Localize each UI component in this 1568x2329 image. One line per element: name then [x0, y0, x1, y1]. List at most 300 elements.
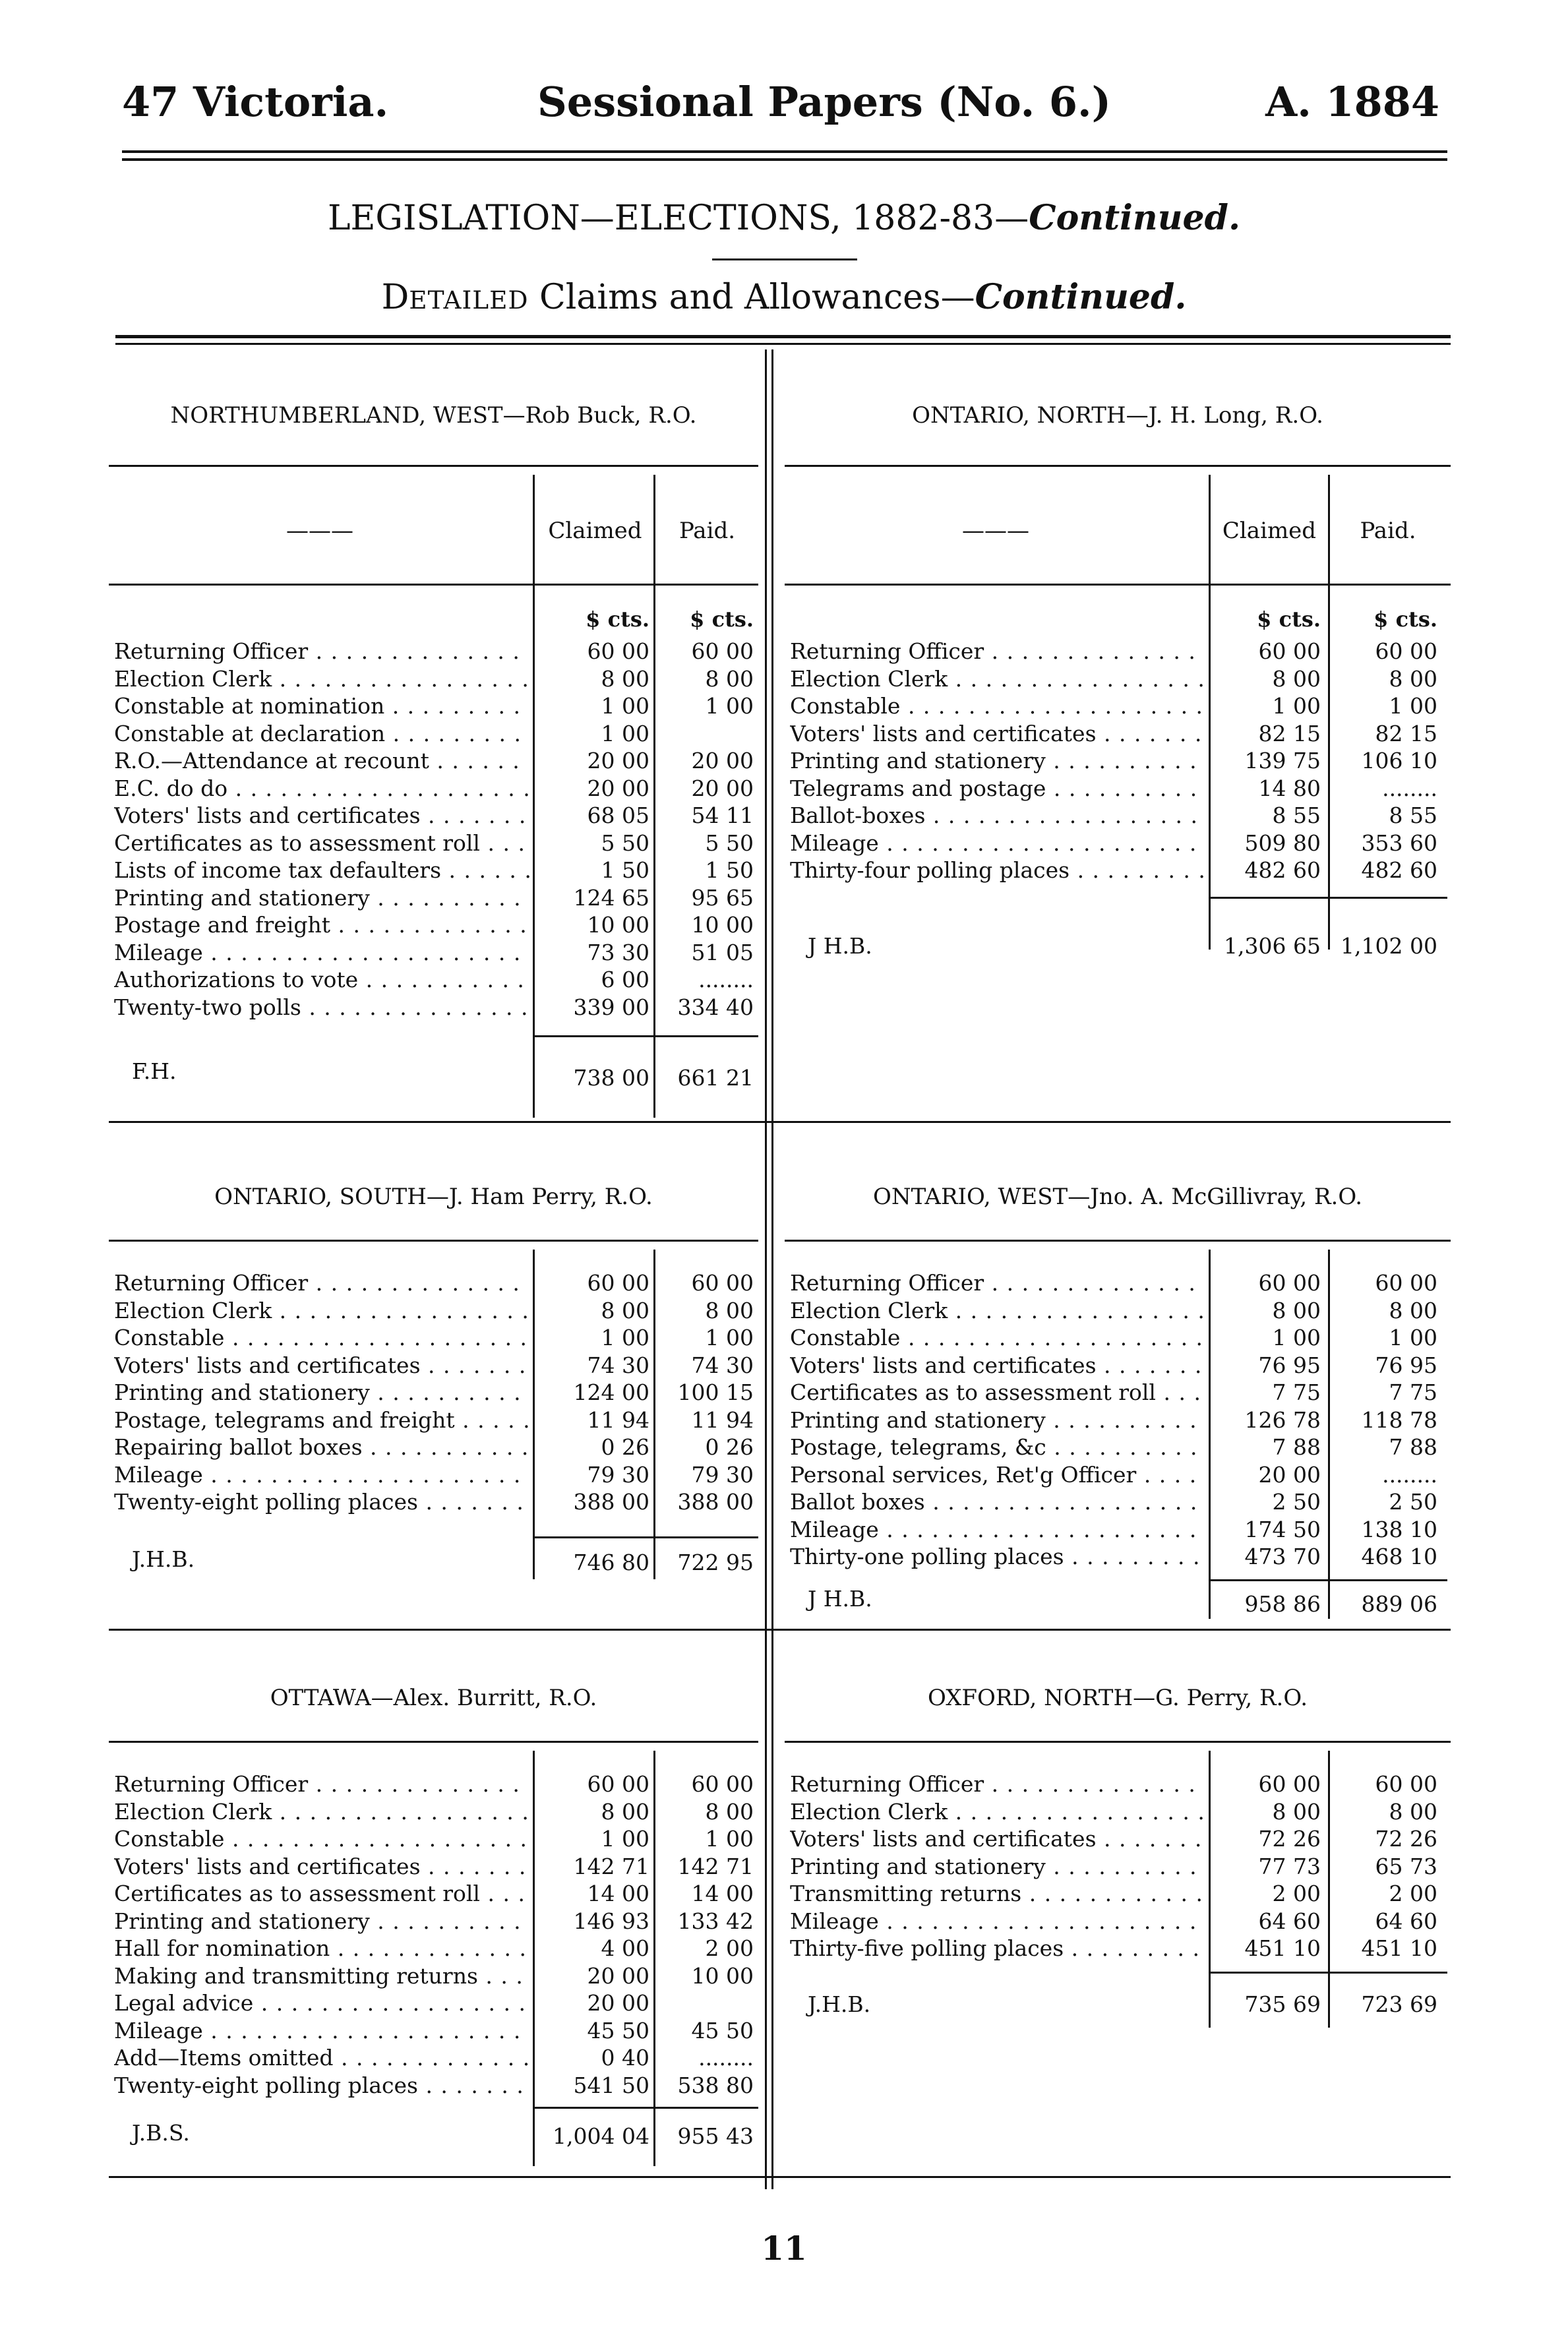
claimed-value: 146 93: [573, 1908, 649, 1934]
paid-value: 388 00: [677, 1489, 754, 1515]
claimed-value: 124 65: [573, 884, 649, 911]
center-divider-right: [771, 349, 773, 2189]
clerk-initials: J H.B.: [808, 1586, 872, 1612]
table-row: [109, 1488, 758, 1516]
subtitle-rule-2: [115, 343, 1451, 345]
claimed-value: 5 50: [601, 830, 649, 856]
row-label: Returning Officer . . .: [790, 1269, 1205, 1297]
paid-value: ........: [1382, 1461, 1437, 1488]
section-rows: [109, 1770, 758, 2099]
total-rule: [534, 1035, 758, 1037]
table-row: [785, 1461, 1451, 1489]
header-papers: Sessional Papers (No. 6.): [537, 78, 1111, 126]
total-claimed: 1,004 04: [553, 2123, 649, 2149]
row-label: Transmitting returns . . .: [790, 1880, 1205, 1908]
row-label: Printing and stationery . . .: [114, 1379, 529, 1406]
row-label: Lists of income tax defaulters . . .: [114, 857, 529, 884]
paid-value: 95 65: [691, 884, 754, 911]
paid-value: 10 00: [691, 912, 754, 938]
section-northumberland-west: [109, 349, 758, 1118]
row-label: Twenty-eight polling places . . .: [114, 1488, 529, 1516]
claimed-value: 64 60: [1258, 1908, 1321, 1934]
table-row: [785, 638, 1451, 665]
row-label: Thirty-five polling places . . .: [790, 1935, 1205, 1962]
claimed-value: 20 00: [587, 1962, 649, 1989]
subtitle-rest: Claims and Allowances—: [528, 278, 975, 317]
table-row: [785, 1488, 1451, 1516]
row-label: Voters' lists and certificates . . .: [114, 1352, 529, 1379]
row-label: Certificates as to assessment roll . . .: [790, 1379, 1205, 1406]
claimed-value: 11 94: [587, 1406, 649, 1433]
table-row: [785, 1908, 1451, 1935]
table-row: [109, 1352, 758, 1379]
row-label: Voters' lists and certificates . . .: [114, 802, 529, 830]
table-row: [109, 2044, 758, 2072]
table-row: [109, 1935, 758, 1962]
col-head-paid: Paid.: [678, 518, 736, 544]
table-row: [785, 1434, 1451, 1461]
section-title: NORTHUMBERLAND, WEST—Rob Buck, R.O.: [170, 402, 697, 429]
section-ottawa: [109, 1632, 758, 2173]
row-label: Election Clerk . . .: [114, 1798, 529, 1826]
col-head-dash: ———: [962, 518, 1029, 544]
table-row: [785, 775, 1451, 802]
table-row: [109, 2072, 758, 2100]
total-rule: [534, 1536, 758, 1538]
paid-value: 82 15: [1375, 720, 1437, 746]
claimed-value: 10 00: [587, 912, 649, 938]
paid-value: 60 00: [1375, 638, 1437, 664]
row-label: Hall for nomination . . .: [114, 1935, 529, 1962]
paid-value: 8 00: [705, 1297, 754, 1323]
row-label: Printing and stationery . . .: [790, 1406, 1205, 1434]
paid-value: 11 94: [691, 1406, 754, 1433]
paid-value: 8 00: [705, 1798, 754, 1825]
total-paid: 661 21: [677, 1065, 754, 1091]
row-label: Mileage . . .: [114, 2017, 529, 2045]
claimed-value: 14 80: [1258, 775, 1321, 801]
table-row: [785, 1352, 1451, 1379]
row-label: Constable . . .: [114, 1825, 529, 1853]
row-label: Mileage . . .: [790, 1516, 1205, 1544]
claimed-value: 1 00: [1272, 693, 1321, 719]
claimed-value: 7 75: [1272, 1379, 1321, 1405]
row-label: Election Clerk . . .: [790, 1798, 1205, 1826]
paid-value: 8 00: [705, 665, 754, 692]
paid-value: 10 00: [691, 1962, 754, 1989]
row-label: Voters' lists and certificates . . .: [790, 1825, 1205, 1853]
row-label: Election Clerk . . .: [114, 665, 529, 693]
row-label: Certificates as to assessment roll . . .: [114, 1880, 529, 1908]
table-row: [109, 1989, 758, 2017]
claimed-value: 124 00: [573, 1379, 649, 1405]
table-row: [109, 1461, 758, 1489]
paid-value: 133 42: [677, 1908, 754, 1934]
claimed-value: 8 00: [1272, 665, 1321, 692]
claimed-value: 72 26: [1258, 1826, 1321, 1852]
units-paid: $ cts.: [690, 607, 754, 632]
paid-value: 76 95: [1375, 1352, 1437, 1378]
section-oxford-north: [785, 1632, 1451, 2173]
table-row: [109, 1324, 758, 1352]
row-label: Voters' lists and certificates . . .: [790, 720, 1205, 748]
total-paid: 722 95: [677, 1550, 754, 1575]
section-title-rule: [785, 1240, 1451, 1242]
table-row: [109, 830, 758, 857]
section-ontario-south: [109, 1124, 758, 1625]
claimed-value: 73 30: [587, 939, 649, 965]
page-title-main: LEGISLATION—ELECTIONS, 1882-83—: [327, 198, 1029, 238]
claimed-value: 8 55: [1272, 802, 1321, 828]
claimed-value: 79 30: [587, 1461, 649, 1488]
total-claimed: 958 86: [1244, 1591, 1321, 1617]
table-row: [109, 1379, 758, 1406]
paid-value: 106 10: [1361, 748, 1437, 773]
row-label: Printing and stationery . . .: [790, 1853, 1205, 1881]
paid-value: 1 00: [705, 1826, 754, 1852]
claimed-value: 126 78: [1244, 1406, 1321, 1433]
row-label: Returning Officer . . .: [114, 1770, 529, 1798]
table-row: [785, 1406, 1451, 1434]
paid-value: 468 10: [1361, 1544, 1437, 1569]
paid-value: 8 00: [1389, 665, 1437, 692]
paid-value: 64 60: [1375, 1908, 1437, 1934]
table-row: [785, 692, 1451, 720]
section-rows: [785, 1269, 1451, 1571]
paid-value: ........: [698, 967, 754, 992]
header-session: 47 Victoria.: [122, 78, 389, 126]
section-ontario-north: [785, 349, 1451, 1118]
units-paid: $ cts.: [1373, 607, 1437, 632]
section-rows: [785, 638, 1451, 884]
claimed-value: 388 00: [573, 1489, 649, 1515]
paid-value: 45 50: [691, 2017, 754, 2043]
row-label: Constable . . .: [114, 1324, 529, 1352]
claimed-value: 20 00: [587, 748, 649, 773]
claimed-value: 60 00: [587, 638, 649, 664]
band-separator-2: [109, 1629, 1451, 1631]
table-row: [785, 1324, 1451, 1352]
paid-value: 54 11: [691, 802, 754, 828]
paid-value: 72 26: [1375, 1826, 1437, 1852]
col-head-paid: Paid.: [1360, 518, 1416, 544]
row-label: Repairing ballot boxes . . .: [114, 1434, 529, 1461]
section-title-rule: [109, 1240, 758, 1242]
paid-value: 60 00: [691, 638, 754, 664]
claimed-value: 60 00: [1258, 638, 1321, 664]
paid-value: 20 00: [691, 748, 754, 773]
table-row: [109, 1434, 758, 1461]
section-title: ONTARIO, NORTH—J. H. Long, R.O.: [912, 402, 1323, 429]
col-head-rule: [785, 584, 1451, 586]
paid-value: 100 15: [677, 1379, 754, 1405]
claimed-value: 76 95: [1258, 1352, 1321, 1378]
section-title-rule: [785, 465, 1451, 467]
clerk-initials: J.B.S.: [132, 2120, 190, 2146]
row-label: Returning Officer . . .: [790, 638, 1205, 665]
subtitle-smallcaps: ETAILED: [409, 286, 529, 315]
claimed-value: 7 88: [1272, 1434, 1321, 1460]
total-claimed: 746 80: [573, 1550, 649, 1575]
section-title-rule: [109, 465, 758, 467]
row-label: Returning Officer . . .: [790, 1770, 1205, 1798]
paid-value: 60 00: [691, 1771, 754, 1797]
row-label: R.O.—Attendance at recount . . .: [114, 747, 529, 775]
row-label: Mileage . . .: [790, 1908, 1205, 1935]
subtitle-initial: D: [381, 278, 409, 317]
claimed-value: 1 00: [601, 1826, 649, 1852]
center-divider-left: [765, 349, 767, 2189]
paid-value: 118 78: [1361, 1406, 1437, 1433]
claimed-value: 8 00: [601, 1798, 649, 1825]
row-label: Telegrams and postage . . .: [790, 775, 1205, 802]
claimed-value: 6 00: [601, 967, 649, 992]
table-row: [109, 1853, 758, 1881]
claimed-value: 45 50: [587, 2017, 649, 2043]
row-label: Election Clerk . . .: [790, 665, 1205, 693]
total-rule: [1210, 1972, 1447, 1974]
row-label: Returning Officer . . .: [114, 638, 529, 665]
claimed-value: 1 00: [601, 693, 649, 719]
row-label: Mileage . . .: [790, 830, 1205, 857]
claimed-value: 1 00: [601, 720, 649, 746]
table-row: [109, 884, 758, 912]
row-label: Thirty-four polling places . . .: [790, 857, 1205, 884]
claimed-value: 0 26: [601, 1434, 649, 1460]
claimed-value: 82 15: [1258, 720, 1321, 746]
claimed-value: 14 00: [587, 1881, 649, 1906]
paid-value: 20 00: [691, 775, 754, 801]
title-short-rule: [712, 258, 857, 260]
claimed-value: 1 50: [601, 857, 649, 883]
claimed-value: 60 00: [1258, 1771, 1321, 1797]
paid-value: 334 40: [677, 994, 754, 1020]
paid-value: 60 00: [691, 1270, 754, 1296]
claimed-value: 8 00: [1272, 1297, 1321, 1323]
table-row: [785, 1297, 1451, 1325]
table-row: [109, 692, 758, 720]
claimed-value: 8 00: [601, 1297, 649, 1323]
paid-value: ........: [698, 2045, 754, 2071]
table-row: [785, 1516, 1451, 1544]
page-subtitle: [0, 277, 1568, 317]
section-title-rule: [785, 1741, 1451, 1743]
row-label: E.C. do do . . .: [114, 775, 529, 802]
claimed-value: 20 00: [1258, 1461, 1321, 1488]
claimed-value: 509 80: [1244, 830, 1321, 856]
row-label: Mileage . . .: [114, 1461, 529, 1489]
table-row: [109, 638, 758, 665]
header-rule-2: [122, 158, 1447, 161]
total-claimed: 1,306 65: [1224, 933, 1321, 959]
total-paid: 1,102 00: [1341, 933, 1437, 959]
table-row: [785, 1880, 1451, 1908]
table-row: [109, 775, 758, 802]
paid-value: 1 50: [705, 857, 754, 883]
row-label: Legal advice . . .: [114, 1989, 529, 2017]
row-label: Making and transmitting returns . . .: [114, 1962, 529, 1990]
paid-value: 138 10: [1361, 1516, 1437, 1542]
row-label: Twenty-two polls . . .: [114, 994, 529, 1021]
claimed-value: 139 75: [1244, 748, 1321, 773]
row-label: Election Clerk . . .: [790, 1297, 1205, 1325]
band-separator-1: [109, 1121, 1451, 1123]
table-row: [109, 1798, 758, 1826]
row-label: Voters' lists and certificates . . .: [790, 1352, 1205, 1379]
units-claimed: $ cts.: [586, 607, 649, 632]
row-label: Mileage . . .: [114, 939, 529, 967]
section-title-rule: [109, 1741, 758, 1743]
paid-value: 8 55: [1389, 802, 1437, 828]
paid-value: 8 00: [1389, 1798, 1437, 1825]
claimed-value: 473 70: [1244, 1544, 1321, 1569]
table-row: [785, 802, 1451, 830]
row-label: Returning Officer . . .: [114, 1269, 529, 1297]
paid-value: 2 50: [1389, 1489, 1437, 1515]
table-row: [785, 1379, 1451, 1406]
table-row: [109, 1962, 758, 1990]
claimed-value: 8 00: [1272, 1798, 1321, 1825]
row-label: Add—Items omitted . . .: [114, 2044, 529, 2072]
table-row: [109, 857, 758, 884]
table-row: [109, 665, 758, 693]
table-row: [109, 939, 758, 967]
row-label: Certificates as to assessment roll . . .: [114, 830, 529, 857]
claimed-value: 482 60: [1244, 857, 1321, 883]
total-claimed: 738 00: [573, 1065, 649, 1091]
header-rule-1: [122, 150, 1447, 153]
col-head-claimed: Claimed: [1222, 518, 1317, 544]
paid-value: 1 00: [1389, 1325, 1437, 1350]
table-row: [785, 1825, 1451, 1853]
claimed-value: 68 05: [587, 802, 649, 828]
row-label: Postage and freight . . .: [114, 911, 529, 939]
section-rows: [785, 1770, 1451, 1962]
row-label: Personal services, Ret'g Officer . . .: [790, 1461, 1205, 1489]
paid-value: 51 05: [691, 939, 754, 965]
page-title: [0, 198, 1568, 238]
paid-value: 1 00: [1389, 693, 1437, 719]
page-title-continued: Continued.: [1029, 198, 1241, 238]
total-paid: 955 43: [677, 2123, 754, 2149]
total-paid: 889 06: [1361, 1591, 1437, 1617]
table-row: [785, 665, 1451, 693]
table-row: [109, 911, 758, 939]
table-row: [109, 747, 758, 775]
paid-value: 451 10: [1361, 1935, 1437, 1961]
claimed-value: 451 10: [1244, 1935, 1321, 1961]
table-row: [785, 830, 1451, 857]
clerk-initials: J.H.B.: [808, 1991, 871, 2017]
claimed-value: 74 30: [587, 1352, 649, 1378]
paid-value: 538 80: [677, 2072, 754, 2098]
claimed-value: 60 00: [1258, 1270, 1321, 1296]
paid-value: 2 00: [1389, 1881, 1437, 1906]
units-claimed: $ cts.: [1257, 607, 1321, 632]
clerk-initials: F.H.: [132, 1058, 177, 1084]
row-label: Election Clerk . . .: [114, 1297, 529, 1325]
table-row: [785, 1798, 1451, 1826]
paid-value: 142 71: [677, 1853, 754, 1879]
section-rows: [109, 638, 758, 1021]
col-head-claimed: Claimed: [548, 518, 642, 544]
table-row: [785, 1269, 1451, 1297]
table-row: [109, 720, 758, 748]
claimed-value: 0 40: [601, 2045, 649, 2071]
paid-value: 5 50: [705, 830, 754, 856]
total-paid: 723 69: [1361, 1991, 1437, 2017]
row-label: Thirty-one polling places . . .: [790, 1543, 1205, 1571]
claimed-value: 60 00: [587, 1771, 649, 1797]
claimed-value: 1 00: [1272, 1325, 1321, 1350]
paid-value: 1 00: [705, 693, 754, 719]
subtitle-rule-1: [115, 335, 1451, 338]
table-row: [109, 1880, 758, 1908]
claimed-value: 20 00: [587, 775, 649, 801]
table-row: [785, 720, 1451, 748]
paid-value: 79 30: [691, 1461, 754, 1488]
row-label: Constable . . .: [790, 1324, 1205, 1352]
table-row: [785, 1853, 1451, 1881]
paid-value: 8 00: [1389, 1297, 1437, 1323]
table-row: [109, 994, 758, 1021]
claimed-value: 1 00: [601, 1325, 649, 1350]
section-rows: [109, 1269, 758, 1516]
row-label: Postage, telegrams, &c . . .: [790, 1434, 1205, 1461]
claimed-value: 142 71: [573, 1853, 649, 1879]
paid-value: 7 88: [1389, 1434, 1437, 1460]
table-row: [109, 1297, 758, 1325]
section-ontario-west: [785, 1124, 1451, 1625]
col-head-dash: ———: [286, 518, 353, 544]
table-row: [109, 1908, 758, 1935]
col-head-rule: [109, 584, 758, 586]
claimed-value: 2 00: [1272, 1881, 1321, 1906]
claimed-value: 2 50: [1272, 1489, 1321, 1515]
table-row: [785, 1543, 1451, 1571]
claimed-value: 174 50: [1244, 1516, 1321, 1542]
table-row: [109, 1770, 758, 1798]
table-row: [109, 966, 758, 994]
table-row: [785, 747, 1451, 775]
table-row: [785, 857, 1451, 884]
row-label: Printing and stationery . . .: [790, 747, 1205, 775]
total-rule: [1210, 897, 1447, 899]
page-number: 11: [761, 2229, 807, 2268]
row-label: Constable . . .: [790, 692, 1205, 720]
table-row: [109, 1825, 758, 1853]
row-label: Ballot boxes . . .: [790, 1488, 1205, 1516]
paid-value: 74 30: [691, 1352, 754, 1378]
row-label: Voters' lists and certificates . . .: [114, 1853, 529, 1881]
claimed-value: 8 00: [601, 665, 649, 692]
row-label: Printing and stationery . . .: [114, 884, 529, 912]
table-row: [109, 2017, 758, 2045]
paid-value: 482 60: [1361, 857, 1437, 883]
claimed-value: 541 50: [573, 2072, 649, 2098]
total-rule: [1210, 1579, 1447, 1581]
table-row: [785, 1935, 1451, 1962]
row-label: Twenty-eight polling places . . .: [114, 2072, 529, 2100]
table-row: [109, 1406, 758, 1434]
paid-value: 353 60: [1361, 830, 1437, 856]
paid-value: 60 00: [1375, 1270, 1437, 1296]
claimed-value: 77 73: [1258, 1853, 1321, 1879]
table-row: [109, 1269, 758, 1297]
paid-value: 2 00: [705, 1935, 754, 1961]
paid-value: ........: [1382, 775, 1437, 801]
row-label: Printing and stationery . . .: [114, 1908, 529, 1935]
